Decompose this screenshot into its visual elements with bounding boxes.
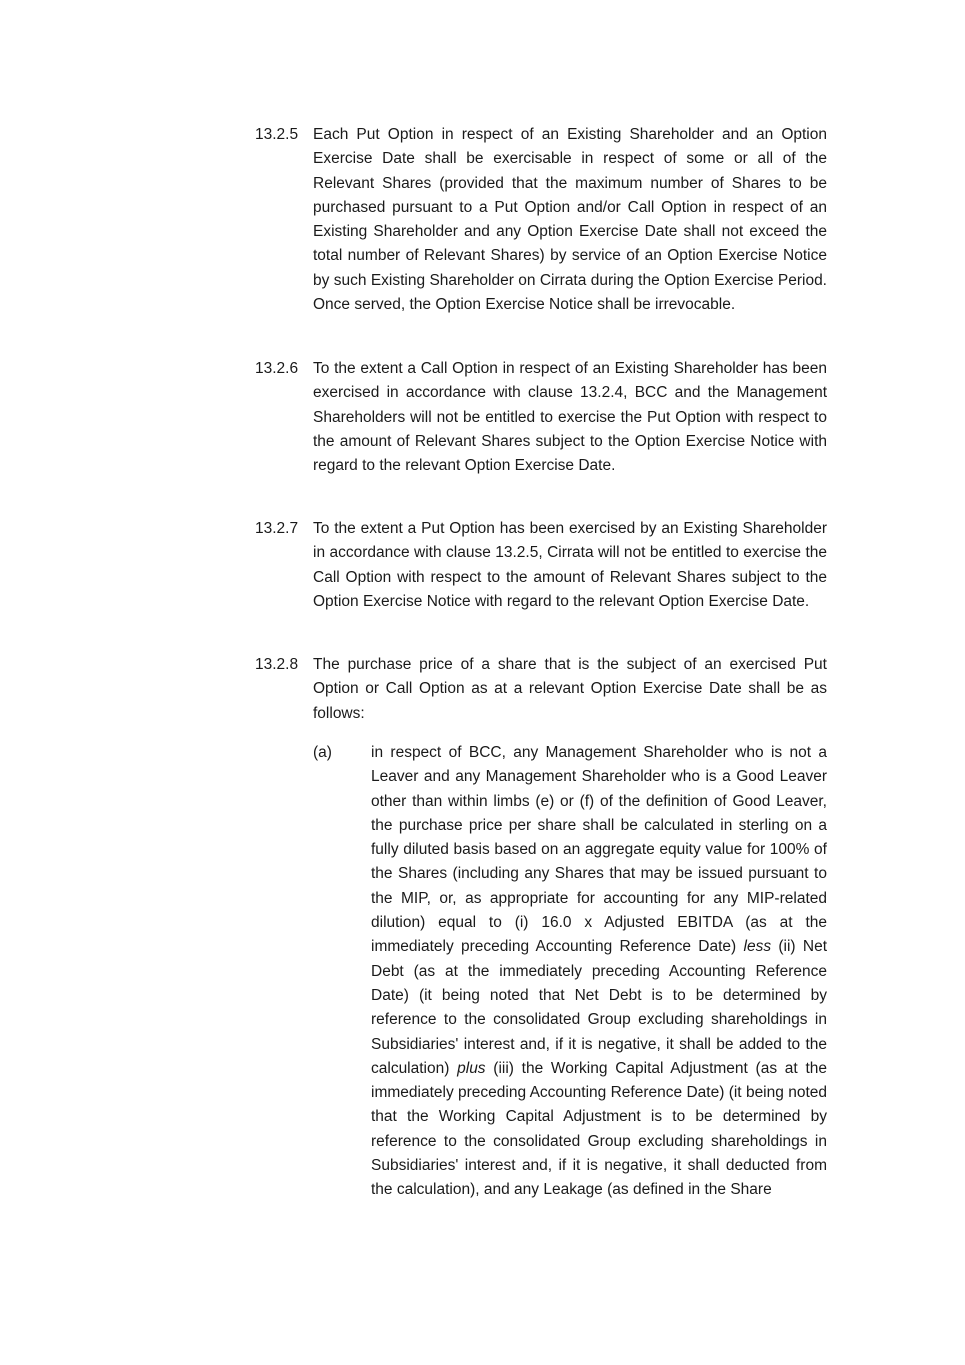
subclause-label: (a) (313, 744, 332, 761)
subclause-text-part3: (iii) the Working Capital Adjustment (as at the immediately preceding Accounting Reference Date) (it being noted that the Working Capital Adjustment is to be determined by reference to the consolidated Group excluding shareholdings in Subsidiaries' interest and, if it is negative, it shall deducted from the calculation), and any Leakage (as defined in the Share (371, 1059, 827, 1199)
clause-number: 13.2.5 (255, 126, 299, 143)
clause-text: The purchase price of a share that is the subject of an exercised Put Option or Call Option as at a relevant Option Exercise Date shall be as follows: (313, 656, 827, 722)
clause-13-2-7 (255, 517, 827, 614)
clause-text: To the extent a Put Option has been exercised by an Existing Shareholder in accordance with clause 13.2.5, Cirrata will not be entitled to exercise the Call Option with respect to the amount of Relevant Shares subject to the Option Exercise Notice with regard to the relevant Option Exercise Date. (313, 520, 827, 610)
clause-13-2-6 (255, 357, 827, 478)
plus-emphasis: plus (457, 1059, 486, 1077)
subclause-text-part1: in respect of BCC, any Management Shareholder who is not a Leaver and any Management Shareholder who is a Good Leaver other than within limbs (e) or (f) of the definition of Good Leaver, the purchase price per share shall be calculated in sterling on a fully diluted basis based on an aggregate equity value for 100% of the Shares (including any Shares that may be issued pursuant to the MIP, or, as appropriate for accounting for any MIP-related dilution) equal to (i) 16.0 x Adjusted EBITDA (as at the immediately preceding Accounting Reference Date) (371, 744, 827, 956)
clause-13-2-5 (255, 123, 827, 317)
subclause-text (371, 741, 827, 1203)
clause-number: 13.2.8 (255, 656, 299, 673)
subclause-text-part2: (ii) Net Debt (as at the immediately preceding Accounting Reference Date) (it being noted that Net Debt is to be determined by reference to the consolidated Group excluding shareholdings in Subsidiaries' interest and, if it is negative, it shall be added to the calculation) (371, 938, 827, 1077)
subclause-a (313, 741, 827, 1203)
less-emphasis: less (743, 938, 772, 956)
clause-text: Each Put Option in respect of an Existing Shareholder and an Option Exercise Date shall be exercisable in respect of some or all of the Relevant Shares (provided that the maximum number of Shares to be purchased pursuant to a Put Option and/or Call Option in respect of an Existing Shareholder and any Option Exercise Date shall not exceed the total number of Relevant Shares) by service of an Option Exercise Notice by such Existing Shareholder on Cirrata during the Option Exercise Period. Once served, the Option Exercise Notice shall be irrevocable. (313, 126, 827, 314)
clause-number: 13.2.7 (255, 520, 299, 537)
clause-13-2-8 (255, 653, 827, 726)
clause-number: 13.2.6 (255, 360, 299, 377)
clause-text: To the extent a Call Option in respect of an Existing Shareholder has been exercised in accordance with clause 13.2.4, BCC and the Management Shareholders will not be entitled to exercise the Put Option with respect to the amount of Relevant Shares subject to the Option Exercise Notice with regard to the relevant Option Exercise Date. (313, 360, 827, 475)
